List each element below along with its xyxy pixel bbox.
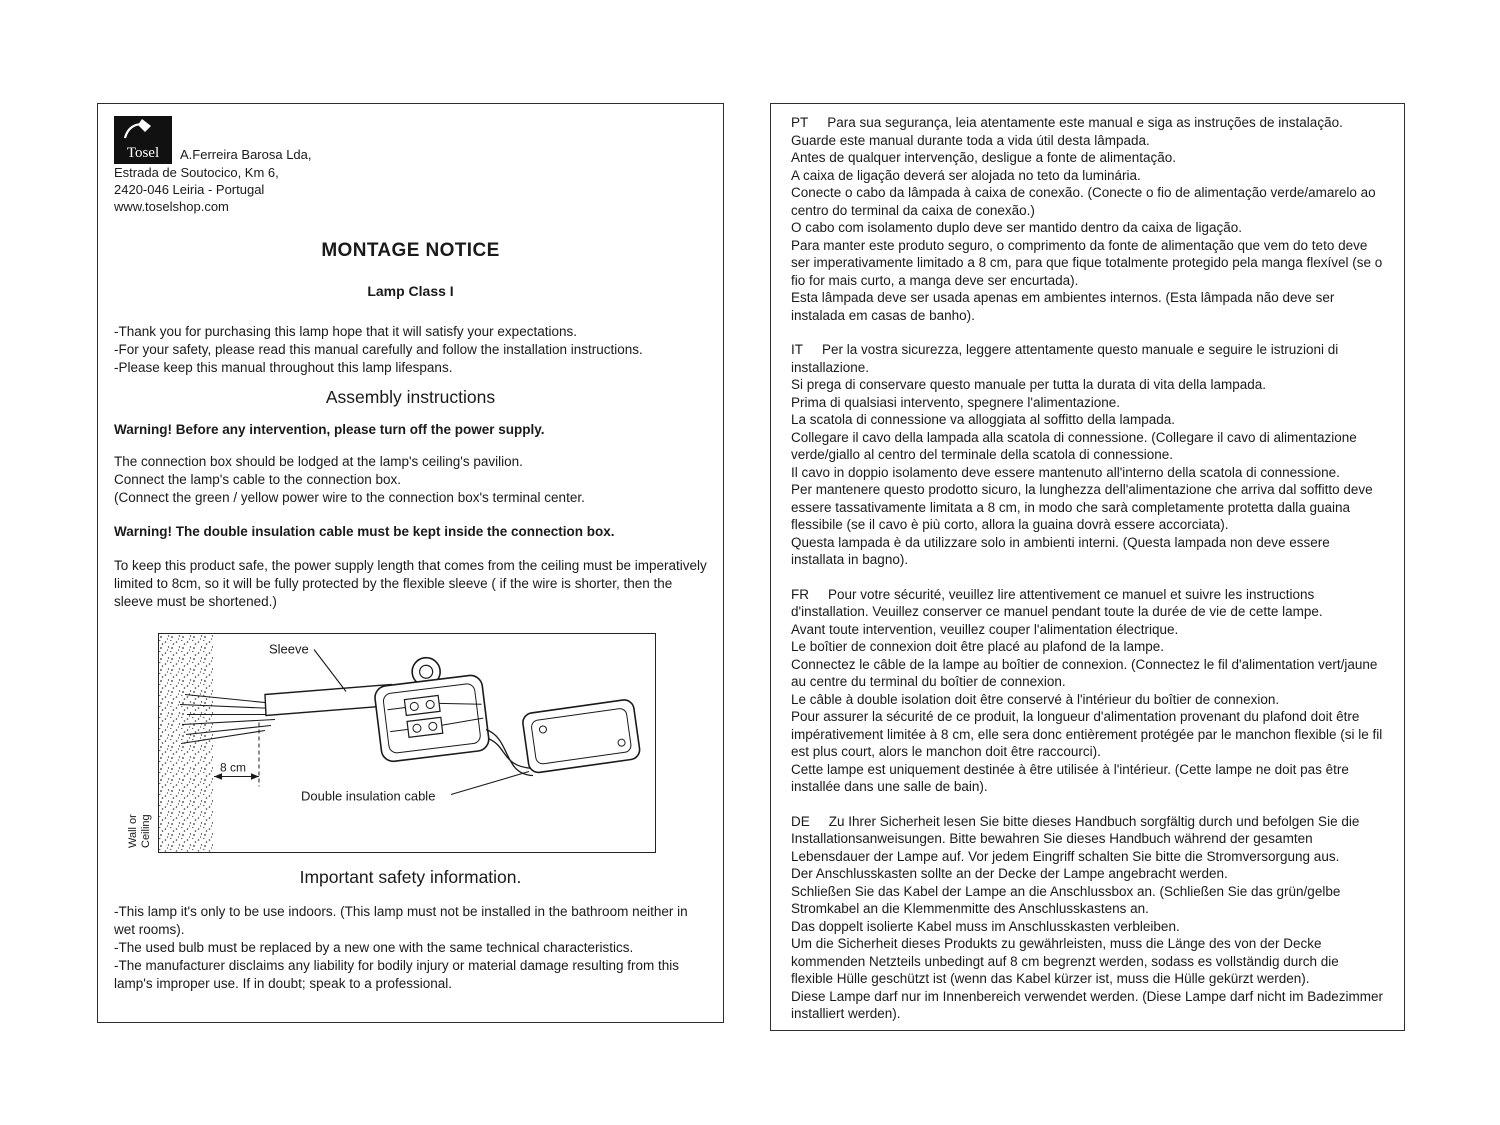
sleeve-label: Sleeve xyxy=(269,641,309,657)
page-title: MONTAGE NOTICE xyxy=(321,240,500,261)
section-lines xyxy=(791,132,1384,325)
section-line: Cette lampe est uniquement destinée à être utilisée à l'intérieur. (Cette lampe ne doit pas être installée dans une salle de bain). xyxy=(791,761,1349,794)
address-line-street: Estrada de Soutocico, Km 6, xyxy=(114,165,279,180)
section-intro-row xyxy=(791,114,1384,132)
section-intro-row xyxy=(791,586,1384,621)
section-line: Schließen Sie das Kabel der Lampe an die Anschlussbox an. (Schließen Sie das grün/gelbe Stromkabel an die Klemmenmitte des Anschlusskastens an. xyxy=(791,883,1341,916)
assembly-heading: Assembly instructions xyxy=(325,387,496,407)
section-lines xyxy=(791,621,1384,796)
section-line: Prima di qualsiasi intervento, spegnere l'alimentazione. xyxy=(791,394,1121,410)
section-line: Questa lampada è da utilizzare solo in ambienti interni. (Questa lampada non deve essere installata in bagno). xyxy=(791,534,1330,567)
section-line: Um die Sicherheit dieses Produkts zu gewährleisten, muss die Länge des von der Decke kommenden Netzteils unbedingt auf 8 cm begrenzt werden, sodass es vollständig durch die flexible Hülle geschützt ist (wenn das Kabel kürzer ist, muss die Hülle gekürzt werden). xyxy=(791,936,1339,986)
wall-or-ceiling-label xyxy=(127,800,153,848)
right-panel xyxy=(770,103,1405,1031)
section-line: La scatola di connessione va alloggiata al soffitto della lampada. xyxy=(791,412,1176,427)
section-line: Collegare il cavo della lampada alla scatola di connessione. (Collegare il cavo di alimentazione verde/giallo al centro del terminale della scatola di connessione. xyxy=(791,429,1357,462)
left-panel xyxy=(97,103,724,1023)
section-line: Il cavo in doppio isolamento deve essere mantenuto all'interno della scatola di connessione. xyxy=(791,464,1340,480)
language-code-it: IT xyxy=(791,342,803,357)
language-section-it xyxy=(791,341,1384,569)
section-line: A caixa de ligação deverá ser alojada no teto da luminária. xyxy=(791,167,1141,183)
section-line: Antes de qualquer intervenção, desligue a fonte de alimentação. xyxy=(791,150,1177,165)
lamp-class-subtitle: Lamp Class I xyxy=(367,283,454,299)
safety-item: -The manufacturer disclaims any liability for bodily injury or material damage resulting from this lamp's improper use. If in doubt; speak to a professional. xyxy=(114,958,679,991)
connection-box xyxy=(371,651,490,762)
section-lines xyxy=(791,865,1384,1023)
language-code-fr: FR xyxy=(791,586,809,602)
address-line-city: 2420-046 Leiria - Portugal xyxy=(114,182,265,197)
sleeve-leader-line xyxy=(314,650,346,692)
wall-label-line2: Ceiling xyxy=(140,814,152,848)
instruction-line: The connection box should be lodged at the lamp's ceiling's pavilion. xyxy=(114,454,523,469)
language-code-de: DE xyxy=(791,813,810,829)
company-name: A.Ferreira Barosa Lda, xyxy=(180,147,312,162)
warning-insulation: Warning! The double insulation cable must be kept inside the connection box. xyxy=(114,524,615,539)
section-intro: Zu Ihrer Sicherheit lesen Sie bitte dieses Handbuch sorgfältig durch und befolgen Sie die Installationsanweisungen. Bitte bewahren Sie dieses Handbuch während der gesamten Lebensdauer der Lampe auf. Vor jedem Eingriff schalten Sie bitte die Stromversorgung aus. xyxy=(791,813,1360,864)
section-intro-row xyxy=(791,341,1384,376)
section-line: Esta lâmpada deve ser usada apenas em ambientes internos. (Esta lâmpada não deve ser instalada em casas de banho). xyxy=(791,290,1335,323)
tosel-logo xyxy=(114,116,172,164)
section-intro-row xyxy=(791,813,1384,866)
safety-item: -The used bulb must be replaced by a new one with the same technical characteristics. xyxy=(114,940,634,955)
logo-row xyxy=(114,116,707,164)
section-intro: Per la vostra sicurezza, leggere attentamente questo manuale e seguire le istruzioni di installazione. xyxy=(791,342,1339,375)
language-section-fr xyxy=(791,586,1384,796)
section-line: Para manter este produto seguro, o comprimento da fonte de alimentação que vem do teto deve ser imperativamente limitado a 8 cm, para que fique totalmente protegido pela manga flexível (se o fio for mais curto, a manga deve ser encurtada). xyxy=(791,237,1383,288)
safety-item: -This lamp it's only to be use indoors. (This lamp must not be installed in the bathroom neither in wet rooms). xyxy=(114,904,688,937)
instruction-line: Connect the lamp's cable to the connection box. xyxy=(114,472,402,487)
intro-list xyxy=(114,323,707,377)
section-intro: Para sua segurança, leia atentamente este manual e siga as instruções de instalação. xyxy=(827,115,1343,130)
length-paragraph: To keep this product safe, the power supply length that comes from the ceiling must be imperatively limited to 8cm, so it will be fully protected by the flexible sleeve ( if the wire is shorter, then the sleeve must be shortened.) xyxy=(114,558,707,609)
section-line: Per mantenere questo prodotto sicuro, la lunghezza dell'alimentazione che arriva dal soffitto deve essere tassativamente limitata a 8 cm, in modo che sarà completamente protetta dalla guaina flessibile (se il cavo è più corto, allora la guaina dovrà essere accorciata). xyxy=(791,482,1373,532)
section-line: Le câble à double isolation doit être conservé à l'intérieur du boîtier de connexion. xyxy=(791,691,1280,707)
dimension-label: 8 cm xyxy=(220,760,247,775)
intro-line: -Please keep this manual throughout this lamp lifespans. xyxy=(114,360,453,375)
instruction-line: (Connect the green / yellow power wire to the connection box's terminal center. xyxy=(114,490,585,505)
safety-heading: Important safety information. xyxy=(299,867,522,887)
language-section-de xyxy=(791,813,1384,1023)
sleeve-shape xyxy=(265,685,392,716)
section-line: O cabo com isolamento duplo deve ser mantido dentro da caixa de ligação. xyxy=(791,220,1243,235)
connection-instructions xyxy=(114,453,707,507)
section-line: Guarde este manual durante toda a vida útil desta lâmpada. xyxy=(791,132,1150,148)
section-line: Connectez le câble de la lampe au boîtier de connexion. (Connectez le fil d'alimentation vert/jaune au centre du terminal du boîtier de connexion. xyxy=(791,656,1378,689)
section-line: Le boîtier de connexion doit être placé au plafond de la lampe. xyxy=(791,639,1165,654)
section-intro: Pour votre sécurité, veuillez lire attentivement ce manuel et suivre les instructions d'installation. Veuillez conserver ce manuel pendant toute la durée de vie de cette lampe. xyxy=(791,586,1323,619)
section-line: Diese Lampe darf nur im Innenbereich verwendet werden. (Diese Lampe darf nicht im Badezimmer installiert werden). xyxy=(791,988,1384,1021)
cable-leader-line xyxy=(451,772,529,795)
section-line: Si prega di conservare questo manuale per tutta la durata di vita della lampada. xyxy=(791,377,1267,392)
intro-line: -Thank you for purchasing this lamp hope that it will satisfy your expectations. xyxy=(114,324,577,339)
lamp-logo-icon xyxy=(114,116,172,164)
warning-power-supply: Warning! Before any intervention, please turn off the power supply. xyxy=(114,422,545,437)
section-line: Avant toute intervention, veuillez couper l'alimentation électrique. xyxy=(791,621,1179,637)
language-section-pt xyxy=(791,114,1384,324)
address-line-website: www.toselshop.com xyxy=(114,199,229,214)
cable-label: Double insulation cable xyxy=(301,788,436,804)
cover-plate xyxy=(522,699,641,774)
section-line: Der Anschlusskasten sollte an der Decke der Lampe angebracht werden. xyxy=(791,866,1228,881)
section-lines xyxy=(791,376,1384,569)
logo-text: Tosel xyxy=(126,145,160,161)
assembly-diagram xyxy=(158,633,656,853)
section-line: Pour assurer la sécurité de ce produit, la longueur d'alimentation provenant du plafond doit être impérativement limitée à 8 cm, elle sera donc entièrement protégée par le manchon flexible (si le fil est plus court, alors le manchon doit être raccourci). xyxy=(791,709,1383,759)
wall-label-line1: Wall or xyxy=(127,814,139,848)
language-code-pt: PT xyxy=(791,115,809,130)
assembly-figure xyxy=(127,633,658,853)
section-line: Das doppelt isolierte Kabel muss im Anschlusskasten verbleiben. xyxy=(791,918,1180,934)
section-line: Conecte o cabo da lâmpada à caixa de conexão. (Conecte o fio de alimentação verde/amarelo ao centro do terminal da caixa de conexão.) xyxy=(791,185,1376,218)
safety-list xyxy=(114,903,707,993)
intro-line: -For your safety, please read this manual carefully and follow the installation instructions. xyxy=(114,342,643,357)
